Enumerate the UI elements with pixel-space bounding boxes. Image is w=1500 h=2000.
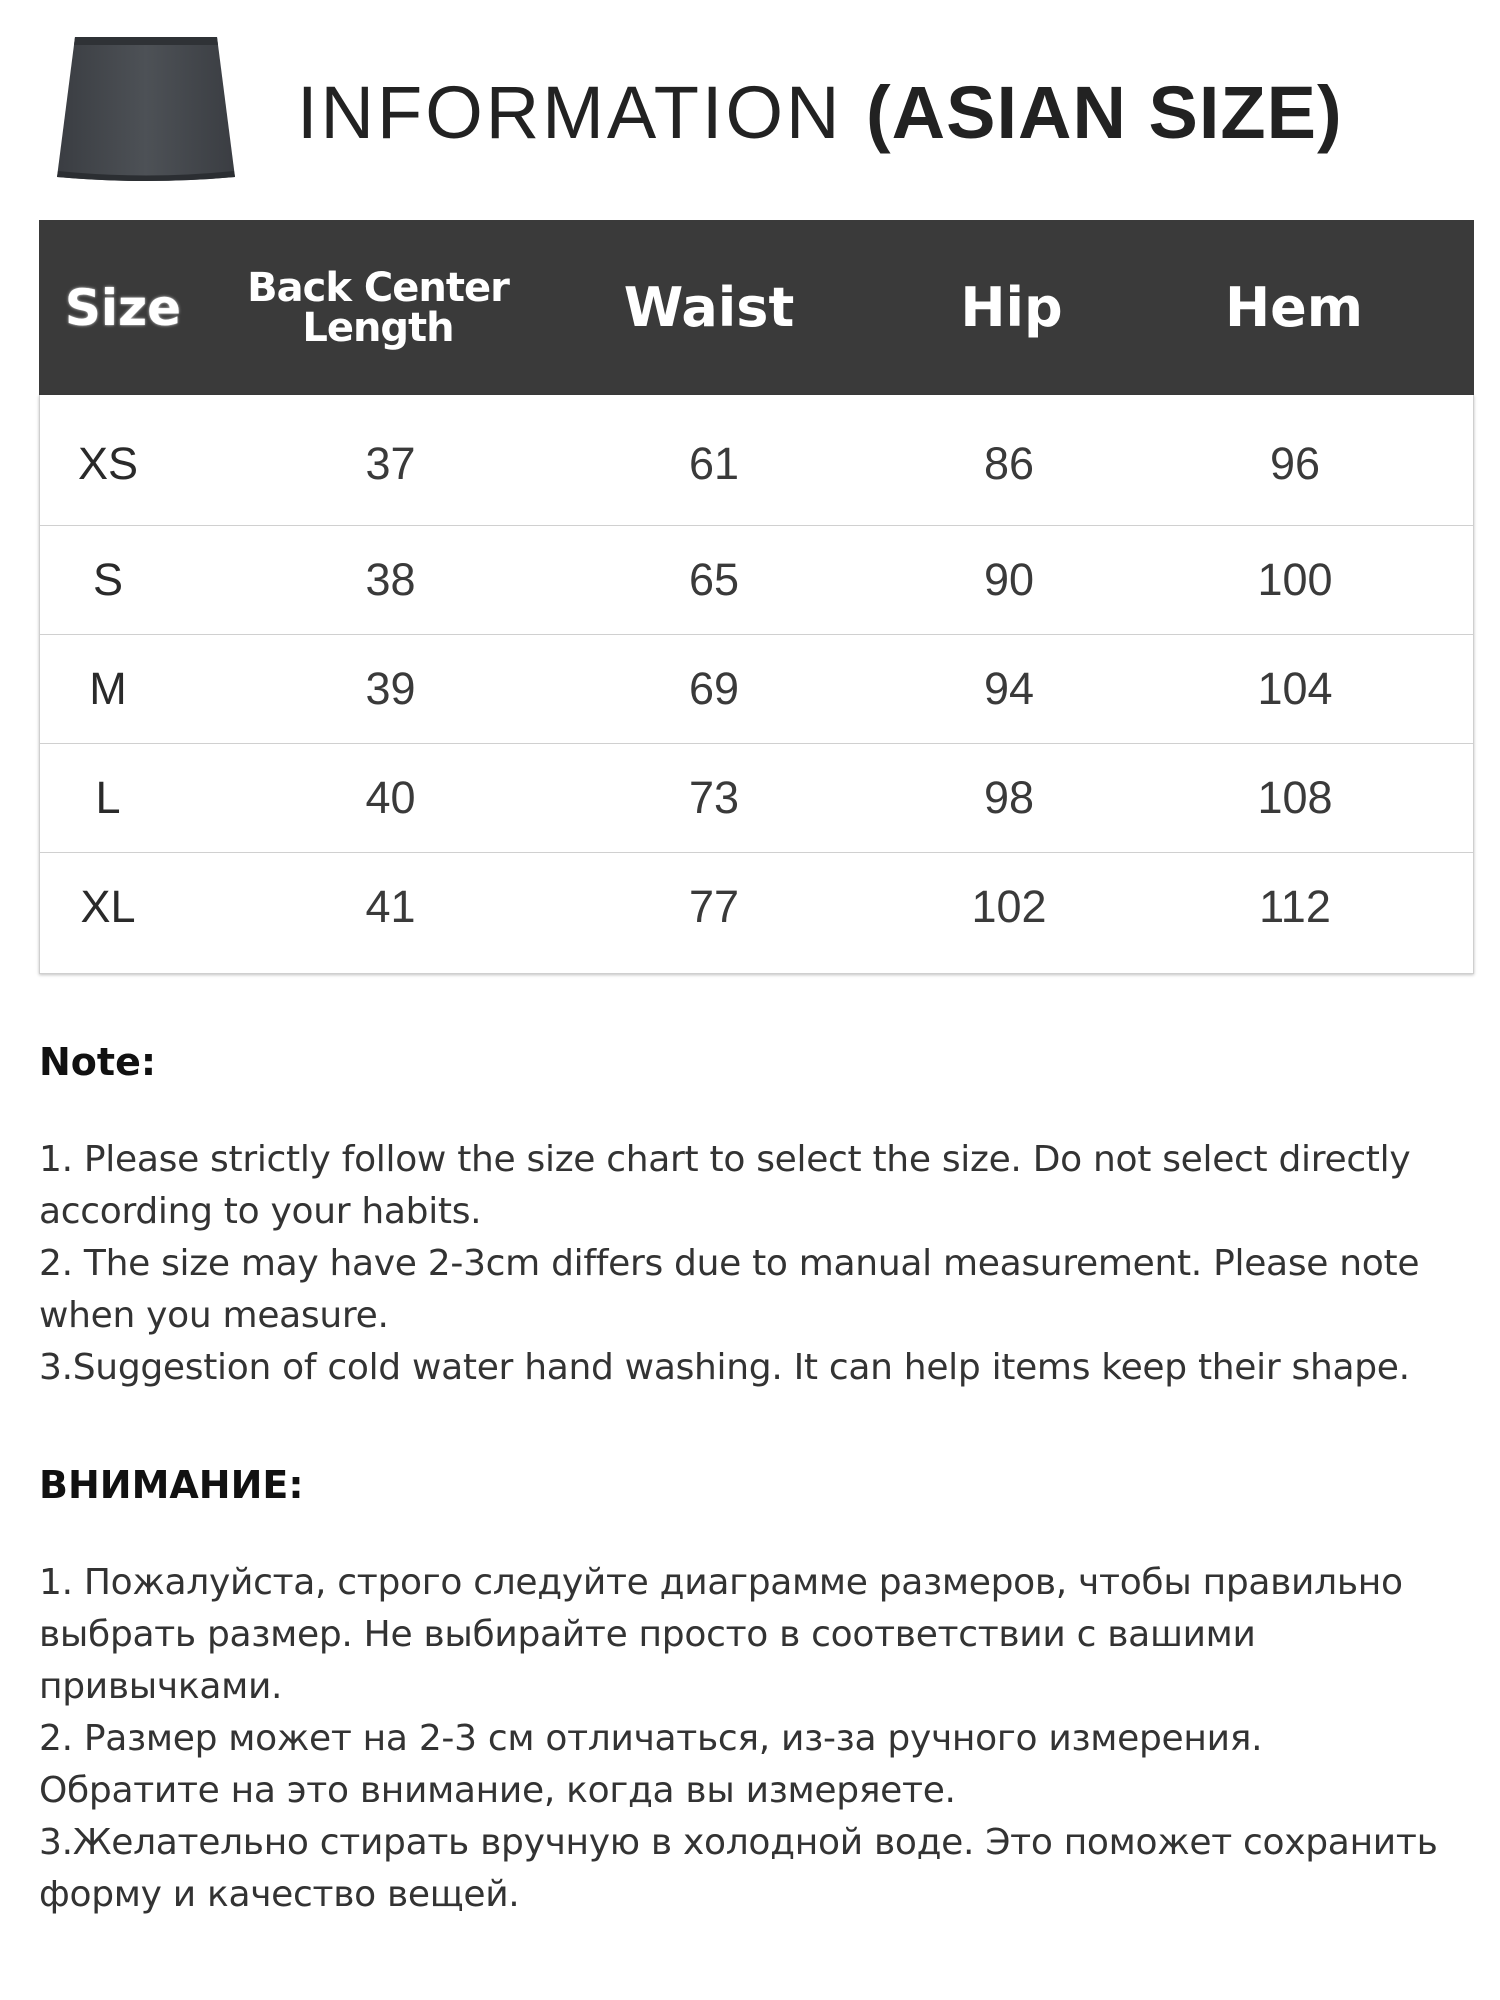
note-line: when you measure.: [39, 1295, 389, 1336]
note-line-ru: 1. Пожалуйста, строго следуйте диаграмме размеров, чтобы правильно: [39, 1562, 1403, 1603]
cell-hip: 94: [874, 635, 1144, 744]
note-spacer: [39, 1507, 1479, 1557]
cell-back-center-length: 40: [232, 744, 554, 853]
table-header-row: [39, 220, 1474, 395]
header-back-center-line1: Back Center: [247, 264, 509, 311]
size-chart-table: [39, 220, 1474, 961]
note-line-ru: Обратите на это внимание, когда вы измеряете.: [39, 1770, 956, 1811]
table-row: [39, 395, 1474, 526]
title-asian-size: (ASIAN SIZE): [866, 71, 1343, 154]
note-english: [39, 1040, 1479, 1394]
header-hip: Hip: [874, 220, 1144, 395]
cell-hem: 100: [1144, 526, 1474, 635]
table-row: [39, 635, 1474, 744]
note-spacer: [39, 1084, 1479, 1134]
header-back-center-length: [232, 220, 554, 395]
skirt-product-image: [55, 35, 237, 185]
cell-hem: 112: [1144, 853, 1474, 962]
note-line: 3.Suggestion of cold water hand washing. It can help items keep their shape.: [39, 1347, 1410, 1388]
note-russian: [39, 1463, 1479, 1921]
cell-size: S: [39, 526, 232, 635]
table-row: [39, 744, 1474, 853]
cell-size: XL: [39, 853, 232, 962]
note-line: according to your habits.: [39, 1191, 482, 1232]
note-line: 2. The size may have 2-3cm differs due to manual measurement. Please note: [39, 1243, 1420, 1284]
cell-waist: 69: [554, 635, 874, 744]
note-line-ru: 3.Желательно стирать вручную в холодной воде. Это поможет сохранить: [39, 1822, 1438, 1863]
cell-back-center-length: 39: [232, 635, 554, 744]
cell-back-center-length: 41: [232, 853, 554, 962]
table-row: [39, 853, 1474, 962]
cell-waist: 73: [554, 744, 874, 853]
cell-waist: 61: [688, 438, 740, 489]
cell-back-center-length: 38: [232, 526, 554, 635]
cell-waist: 77: [554, 853, 874, 962]
cell-size: XS: [77, 438, 139, 489]
cell-hip: 90: [874, 526, 1144, 635]
cell-hip: 102: [874, 853, 1144, 962]
note-line-ru: привычками.: [39, 1666, 283, 1707]
cell-hem: 104: [1144, 635, 1474, 744]
cell-hip: 98: [874, 744, 1144, 853]
header-size: Size: [39, 220, 232, 395]
note-line: 1. Please strictly follow the size chart to select the size. Do not select directly: [39, 1139, 1411, 1180]
note-line-ru: 2. Размер может на 2-3 см отличаться, из-за ручного измерения.: [39, 1718, 1263, 1759]
note-line-ru: форму и качество вещей.: [39, 1874, 520, 1915]
cell-size: M: [39, 635, 232, 744]
header-hem: Hem: [1144, 220, 1474, 395]
cell-waist: 65: [554, 526, 874, 635]
cell-hem: 96: [1269, 438, 1321, 489]
header-waist: Waist: [554, 220, 874, 395]
cell-hip: 86: [983, 438, 1035, 489]
note-heading-ru: ВНИМАНИЕ:: [39, 1463, 304, 1507]
table-row: [39, 526, 1474, 635]
title-text: INFORMATION: [297, 71, 867, 154]
header-back-center-line2: Length: [302, 304, 454, 351]
cell-back-center-length: 37: [365, 438, 416, 489]
page-title: [297, 70, 1343, 155]
cell-hem: 108: [1144, 744, 1474, 853]
note-heading: Note:: [39, 1040, 157, 1084]
note-line-ru: выбрать размер. Не выбирайте просто в соответствии с вашими: [39, 1614, 1256, 1655]
cell-size: L: [39, 744, 232, 853]
